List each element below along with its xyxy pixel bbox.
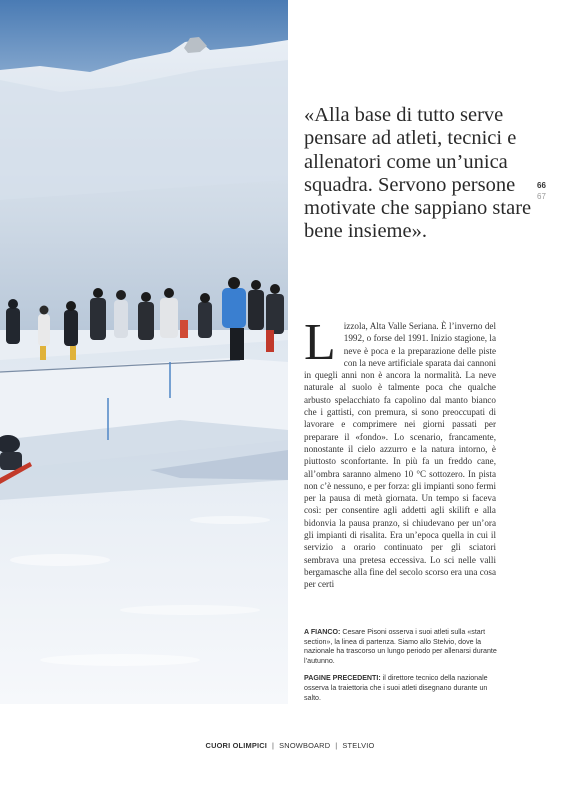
footer-place: STELVIO bbox=[342, 741, 375, 750]
cover-photo bbox=[0, 0, 288, 704]
photo-captions bbox=[304, 628, 500, 711]
article-text: izzola, Alta Valle Seriana. È l’inverno del 1992, o forse del 1991. Inizio stagione, la neve è poca e la preparazione delle piste con la neve artificiale sparata dai cannoni in quegli anni non è ancora la normalità. La neve naturale al suolo è talmente poca che qualche arbusto spelacchiato fa capolino dal manto bianco che i gattisti, con premura, si sono preoccupati di lavorare e comprimere nei giorni passati per preparare il «fondo». Lo scenario, francamente, nonostante il cielo azzurro e la natura intorno, è piuttosto sconfortante. In più fa un freddo cane, all’ombra saranno almeno 10 °C sottozero. In pista non c’è nessuno, e per forza: gli impianti sono fermi per la pausa di metà giornata. Un tempo si faceva così: per consentire agli addetti agli skilift e alla bidonvia la pausa pranzo, si chiudevano per un’ora gli impianti di risalita. Era un’epoca quella in cui il servizio a orario continuato per gli sciatori sembrava una pretesa eccessiva. Lo sci nelle valli bergamasche alla fine del secolo scorso era una cosa per certi bbox=[304, 321, 496, 590]
footer-separator: | bbox=[272, 741, 275, 750]
caption-side bbox=[304, 628, 500, 666]
footer-topic: SNOWBOARD bbox=[279, 741, 331, 750]
caption-text: il direttore tecnico della nazionale osserva la traiettoria che i suoi atleti disegnano durante un salto. bbox=[304, 674, 488, 702]
footer-separator: | bbox=[335, 741, 338, 750]
footer-section: CUORI OLIMPICI bbox=[205, 741, 268, 750]
page-number-left: 66 bbox=[537, 181, 546, 190]
running-footer bbox=[0, 741, 580, 750]
page-numbers bbox=[537, 180, 561, 202]
page-number-right: 67 bbox=[537, 192, 546, 201]
ski-slope-photo bbox=[0, 0, 288, 704]
caption-label: PAGINE PRECEDENTI: bbox=[304, 674, 381, 683]
pull-quote: «Alla base di tutto serve pensare ad atleti, tecnici e allenatori come un’unica squadra. Servono persone motivate che sappiano stare bene insieme». bbox=[304, 104, 532, 243]
article-body bbox=[304, 314, 496, 591]
caption-text: Cesare Pisoni osserva i suoi atleti sulla «start section», la linea di partenza. Siamo allo Stelvio, dove la nazionale ha trascorso un lungo periodo per allenarsi durante l’autunno. bbox=[304, 628, 497, 665]
caption-label: A FIANCO: bbox=[304, 628, 341, 636]
caption-previous bbox=[304, 674, 500, 703]
drop-cap: L bbox=[304, 314, 336, 371]
